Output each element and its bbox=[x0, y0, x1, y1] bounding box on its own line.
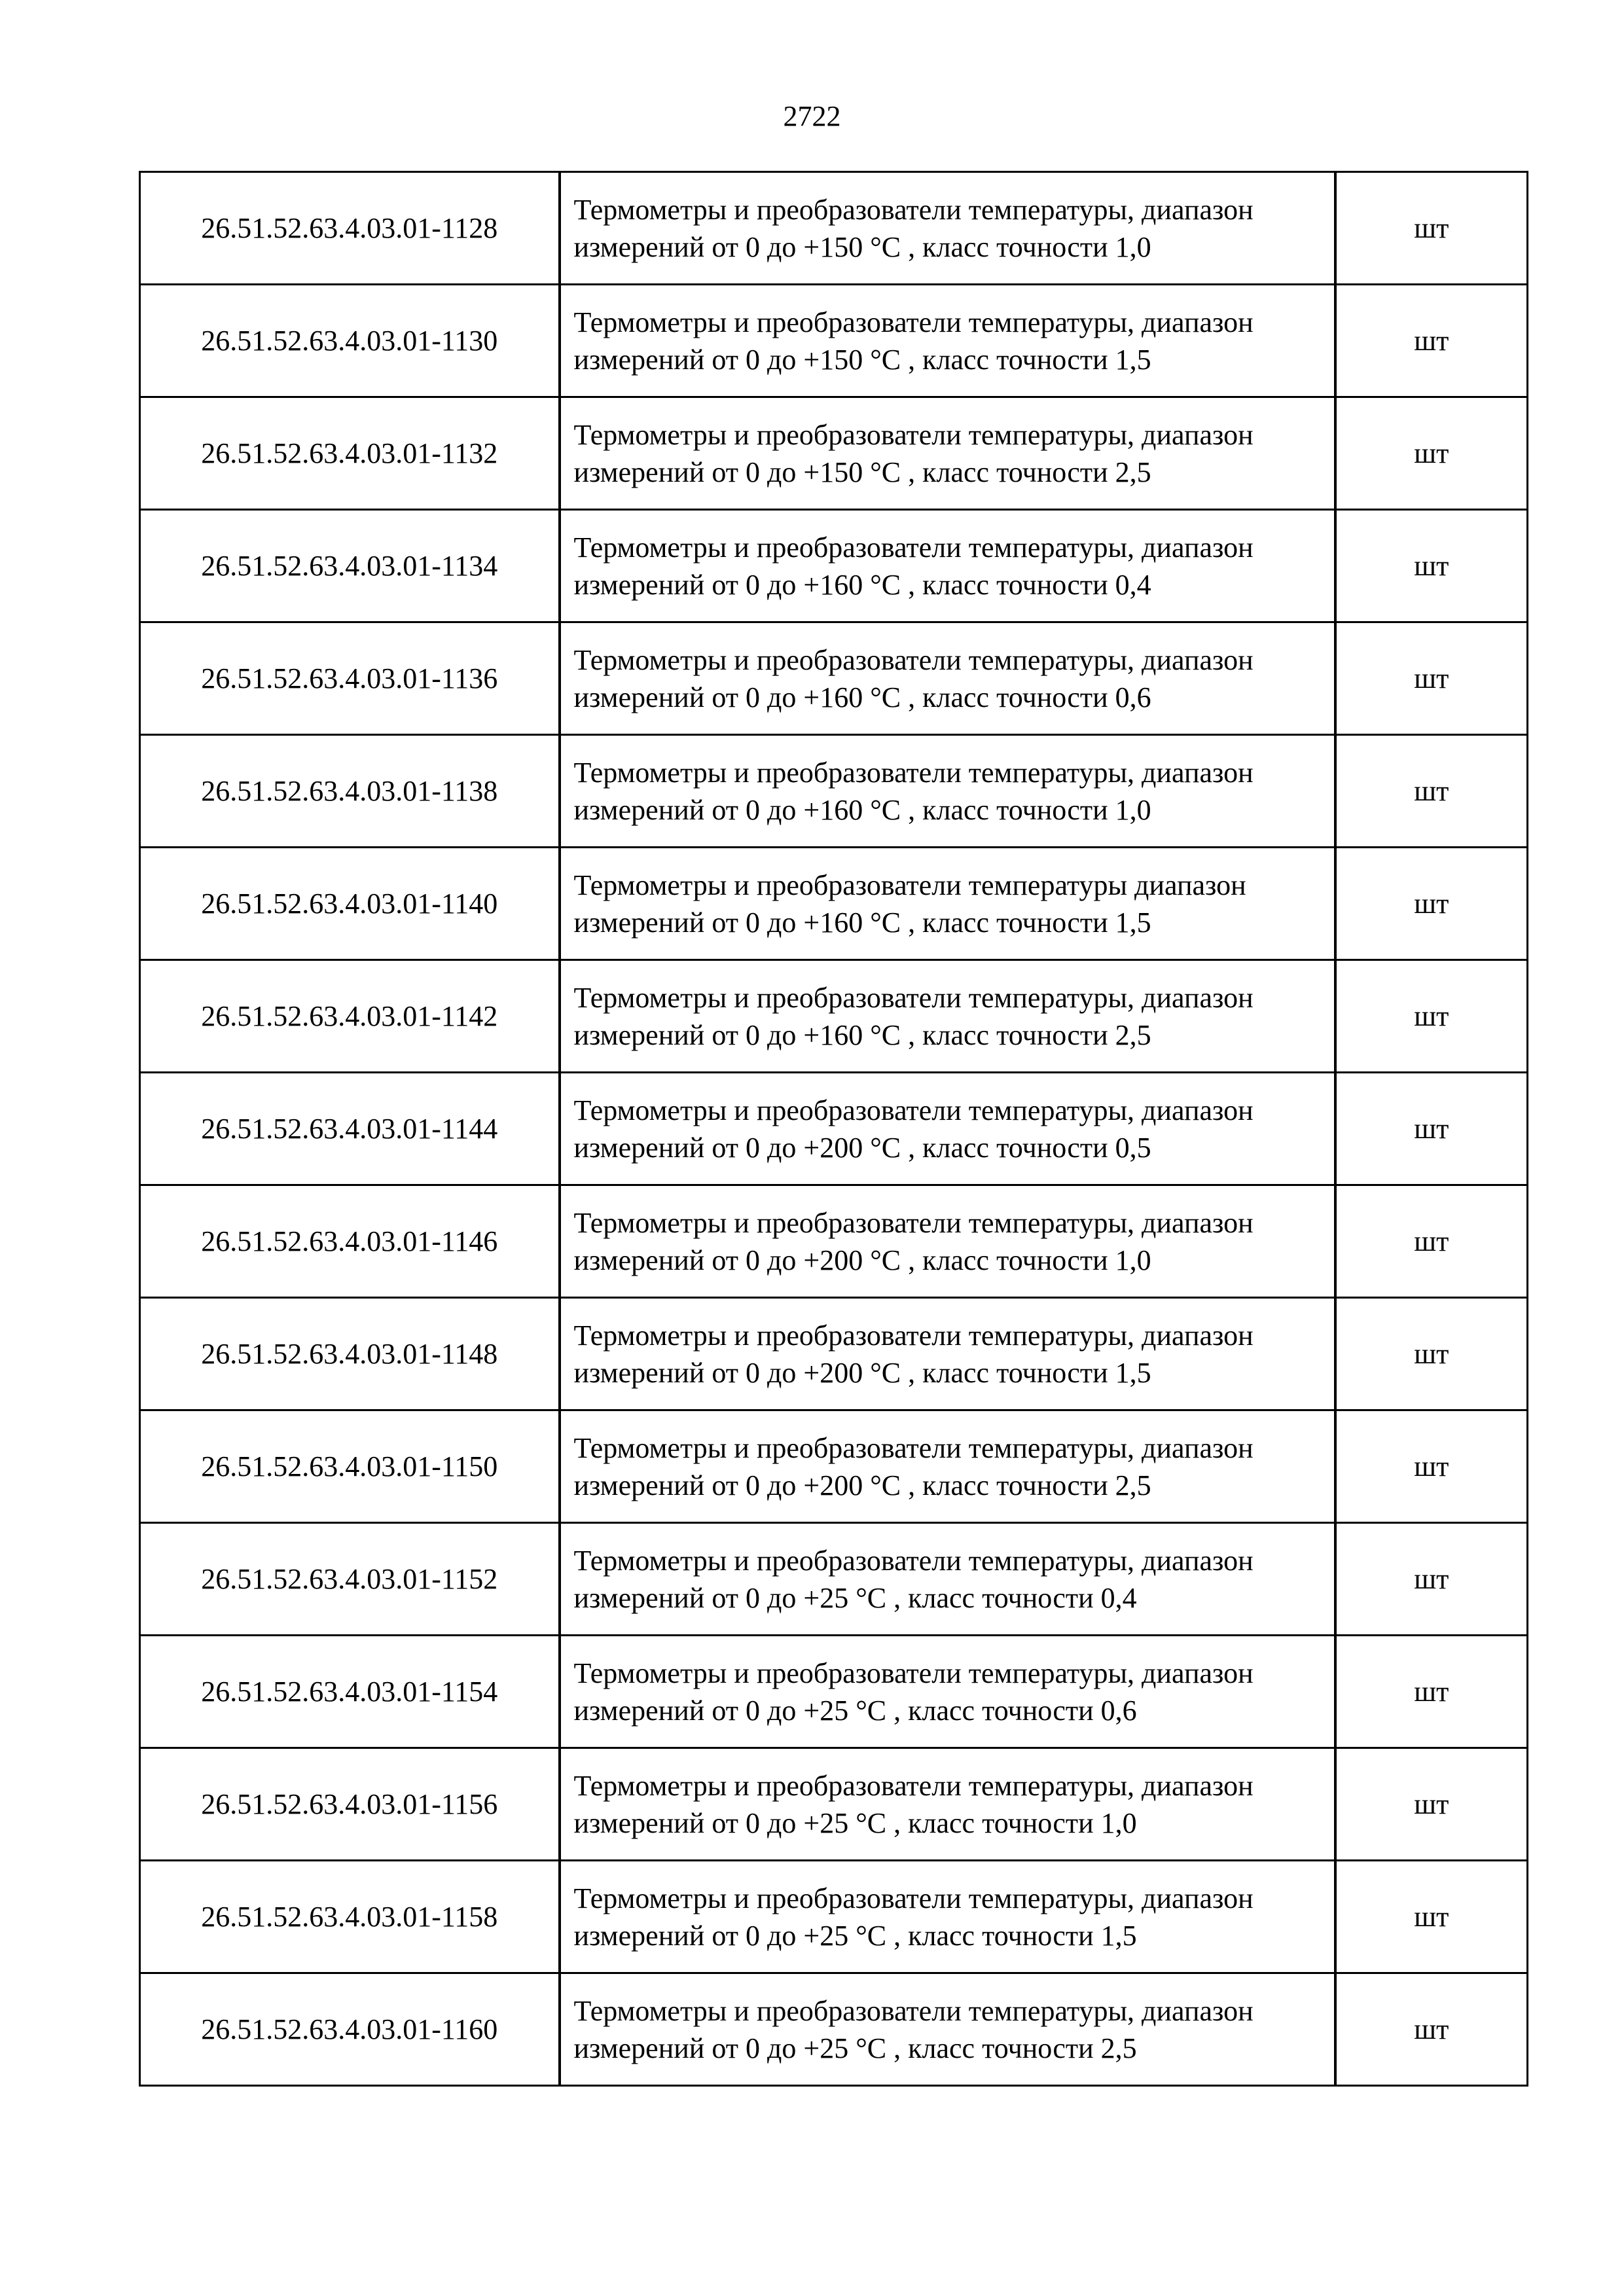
table-row bbox=[140, 1973, 1528, 2086]
table-row bbox=[140, 1636, 1528, 1748]
code-cell: 26.51.52.63.4.03.01-1146 bbox=[140, 1185, 560, 1298]
description-text: Термометры и преобразователи температуры, диапазон измерений от 0 до +25 °С , класс точности 1,5 bbox=[573, 1882, 1254, 1952]
description-text: Термометры и преобразователи температуры, диапазон измерений от 0 до +25 °С , класс точности 1,0 bbox=[573, 1769, 1254, 1839]
description-cell bbox=[560, 1861, 1335, 1973]
table-row bbox=[140, 397, 1528, 510]
table-row bbox=[140, 1185, 1528, 1298]
description-cell bbox=[560, 285, 1335, 397]
code-cell: 26.51.52.63.4.03.01-1132 bbox=[140, 397, 560, 510]
description-text: Термометры и преобразователи температуры, диапазон измерений от 0 до +25 °С , класс точности 0,6 bbox=[573, 1657, 1254, 1727]
description-text: Термометры и преобразователи температуры, диапазон измерений от 0 до +160 °С , класс точности 0,4 bbox=[573, 531, 1254, 601]
unit-cell: шт bbox=[1335, 1861, 1528, 1973]
description-text: Термометры и преобразователи температуры, диапазон измерений от 0 до +200 °С , класс точности 1,0 bbox=[573, 1206, 1254, 1276]
description-text: Термометры и преобразователи температуры, диапазон измерений от 0 до +200 °С , класс точности 1,5 bbox=[573, 1319, 1254, 1389]
code-cell: 26.51.52.63.4.03.01-1128 bbox=[140, 172, 560, 285]
description-text: Термометры и преобразователи температуры, диапазон измерений от 0 до +200 °С , класс точности 0,5 bbox=[573, 1094, 1254, 1164]
description-cell bbox=[560, 622, 1335, 735]
description-text: Термометры и преобразователи температуры, диапазон измерений от 0 до +150 °С , класс точности 2,5 bbox=[573, 418, 1254, 488]
description-text: Термометры и преобразователи температуры, диапазон измерений от 0 до +160 °С , класс точности 1,0 bbox=[573, 756, 1254, 826]
table-row bbox=[140, 1748, 1528, 1861]
code-cell: 26.51.52.63.4.03.01-1148 bbox=[140, 1298, 560, 1410]
unit-cell: шт bbox=[1335, 622, 1528, 735]
table-row bbox=[140, 510, 1528, 622]
page-number: 2722 bbox=[783, 100, 841, 132]
description-cell bbox=[560, 1748, 1335, 1861]
table-row bbox=[140, 960, 1528, 1073]
description-text: Термометры и преобразователи температуры диапазон измерений от 0 до +160 °С , класс точности 1,5 bbox=[573, 869, 1246, 939]
table-body bbox=[140, 172, 1528, 2086]
unit-cell: шт bbox=[1335, 1973, 1528, 2086]
description-text: Термометры и преобразователи температуры, диапазон измерений от 0 до +25 °С , класс точности 2,5 bbox=[573, 1994, 1254, 2064]
unit-cell: шт bbox=[1335, 1073, 1528, 1185]
description-cell bbox=[560, 1636, 1335, 1748]
unit-cell: шт bbox=[1335, 960, 1528, 1073]
code-cell: 26.51.52.63.4.03.01-1160 bbox=[140, 1973, 560, 2086]
table-row bbox=[140, 285, 1528, 397]
code-cell: 26.51.52.63.4.03.01-1152 bbox=[140, 1523, 560, 1636]
description-text: Термометры и преобразователи температуры, диапазон измерений от 0 до +150 °С , класс точности 1,0 bbox=[573, 193, 1254, 263]
unit-cell: шт bbox=[1335, 1298, 1528, 1410]
table-row bbox=[140, 1523, 1528, 1636]
code-cell: 26.51.52.63.4.03.01-1136 bbox=[140, 622, 560, 735]
price-table bbox=[139, 171, 1528, 2087]
description-cell bbox=[560, 1185, 1335, 1298]
description-text: Термометры и преобразователи температуры, диапазон измерений от 0 до +200 °С , класс точности 2,5 bbox=[573, 1431, 1254, 1501]
code-cell: 26.51.52.63.4.03.01-1134 bbox=[140, 510, 560, 622]
description-cell bbox=[560, 1523, 1335, 1636]
code-cell: 26.51.52.63.4.03.01-1158 bbox=[140, 1861, 560, 1973]
table-row bbox=[140, 622, 1528, 735]
unit-cell: шт bbox=[1335, 1185, 1528, 1298]
unit-cell: шт bbox=[1335, 397, 1528, 510]
table-row bbox=[140, 1861, 1528, 1973]
unit-cell: шт bbox=[1335, 848, 1528, 960]
code-cell: 26.51.52.63.4.03.01-1140 bbox=[140, 848, 560, 960]
description-text: Термометры и преобразователи температуры, диапазон измерений от 0 до +160 °С , класс точности 0,6 bbox=[573, 643, 1254, 713]
code-cell: 26.51.52.63.4.03.01-1138 bbox=[140, 735, 560, 848]
description-cell bbox=[560, 848, 1335, 960]
code-cell: 26.51.52.63.4.03.01-1144 bbox=[140, 1073, 560, 1185]
unit-cell: шт bbox=[1335, 1523, 1528, 1636]
table-row bbox=[140, 172, 1528, 285]
unit-cell: шт bbox=[1335, 1748, 1528, 1861]
unit-cell: шт bbox=[1335, 1410, 1528, 1523]
description-cell bbox=[560, 510, 1335, 622]
code-cell: 26.51.52.63.4.03.01-1156 bbox=[140, 1748, 560, 1861]
code-cell: 26.51.52.63.4.03.01-1130 bbox=[140, 285, 560, 397]
table-row bbox=[140, 735, 1528, 848]
code-cell: 26.51.52.63.4.03.01-1142 bbox=[140, 960, 560, 1073]
description-text: Термометры и преобразователи температуры, диапазон измерений от 0 до +150 °С , класс точности 1,5 bbox=[573, 306, 1254, 376]
unit-cell: шт bbox=[1335, 172, 1528, 285]
description-cell bbox=[560, 1073, 1335, 1185]
table-row bbox=[140, 848, 1528, 960]
description-cell bbox=[560, 1298, 1335, 1410]
unit-cell: шт bbox=[1335, 1636, 1528, 1748]
description-text: Термометры и преобразователи температуры, диапазон измерений от 0 до +160 °С , класс точности 2,5 bbox=[573, 981, 1254, 1051]
unit-cell: шт bbox=[1335, 735, 1528, 848]
description-cell bbox=[560, 1410, 1335, 1523]
table-row bbox=[140, 1073, 1528, 1185]
description-cell bbox=[560, 735, 1335, 848]
code-cell: 26.51.52.63.4.03.01-1150 bbox=[140, 1410, 560, 1523]
code-cell: 26.51.52.63.4.03.01-1154 bbox=[140, 1636, 560, 1748]
description-cell bbox=[560, 1973, 1335, 2086]
table-row bbox=[140, 1298, 1528, 1410]
table-row bbox=[140, 1410, 1528, 1523]
description-cell bbox=[560, 397, 1335, 510]
unit-cell: шт bbox=[1335, 510, 1528, 622]
unit-cell: шт bbox=[1335, 285, 1528, 397]
description-text: Термометры и преобразователи температуры, диапазон измерений от 0 до +25 °С , класс точности 0,4 bbox=[573, 1544, 1254, 1614]
description-cell bbox=[560, 172, 1335, 285]
description-cell bbox=[560, 960, 1335, 1073]
